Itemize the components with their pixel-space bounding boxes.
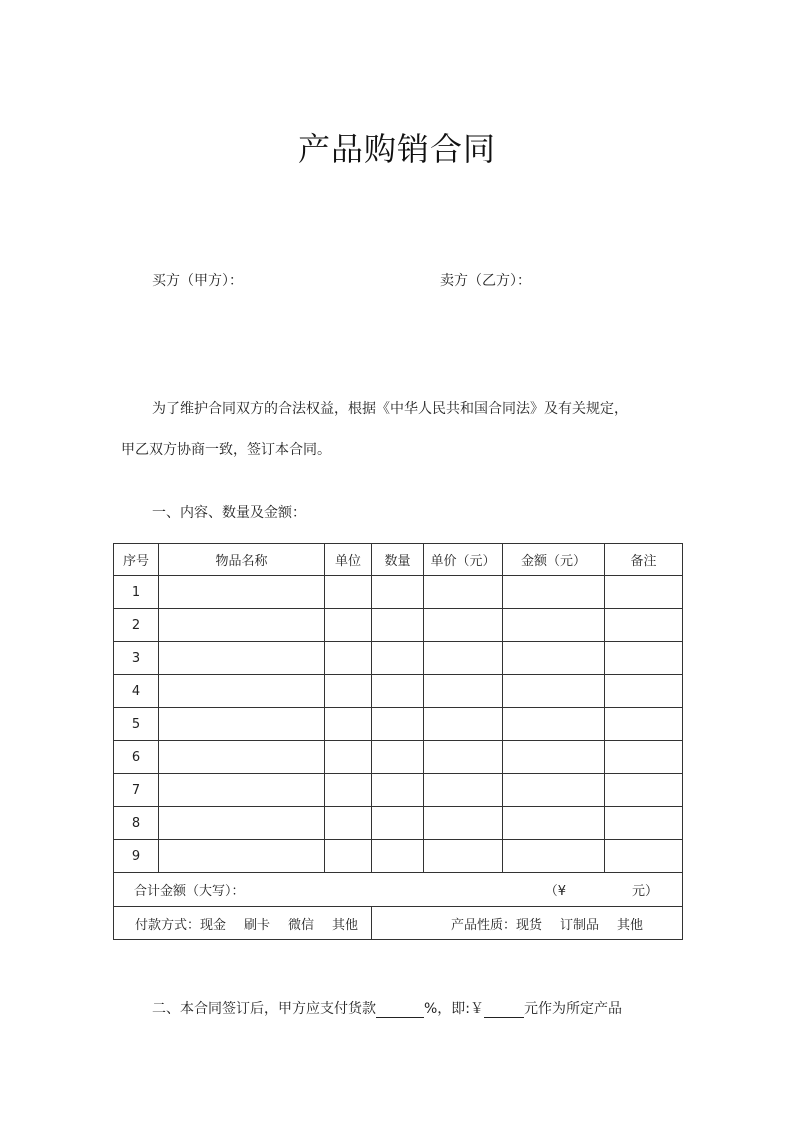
cell-unit-price [424,840,503,873]
payment-method-label: 付款方式： [134,917,200,933]
row-index: 9 [114,840,159,873]
cell-quantity [372,708,424,741]
cell-quantity [372,642,424,675]
cell-unit-price [424,609,503,642]
cell-unit-price [424,774,503,807]
cell-unit [325,675,372,708]
payment-option-card: 刷卡 [243,917,270,933]
total-currency-open: （¥ [544,884,566,899]
header-remarks: 备注 [605,544,683,576]
cell-item-name [159,642,325,675]
row-index: 2 [114,609,159,642]
cell-amount [503,609,605,642]
cell-quantity [372,576,424,609]
cell-item-name [159,741,325,774]
row-index: 1 [114,576,159,609]
intro-line-2: 甲乙双方协商一致，签订本合同。 [121,442,331,458]
cell-item-name [159,807,325,840]
section-1-heading: 一、内容、数量及金额： [152,505,306,521]
cell-unit-price [424,708,503,741]
cell-remarks [605,774,683,807]
header-unit: 单位 [325,544,372,576]
total-unit-close: 元） [631,884,658,899]
cell-remarks [605,642,683,675]
table-row [114,774,683,807]
cell-remarks [605,576,683,609]
cell-quantity [372,741,424,774]
header-amount: 金额（元） [503,544,605,576]
cell-unit-price [424,576,503,609]
section-2-text-b: %，即:￥ [424,1001,485,1017]
row-index: 5 [114,708,159,741]
product-nature-label: 产品性质： [450,917,516,933]
cell-quantity [372,774,424,807]
table-row [114,675,683,708]
section-2-text-c: 元作为所定产品 [524,1001,623,1017]
cell-amount [503,741,605,774]
payment-row [114,907,683,940]
table-header-row [114,544,683,576]
cell-amount [503,576,605,609]
cell-remarks [605,609,683,642]
product-option-stock: 现货 [515,917,542,933]
section-2-text-a: 二、本合同签订后，甲方应支付货款 [152,1001,376,1017]
seller-label: 卖方（乙方）： [440,273,531,289]
cell-unit-price [424,741,503,774]
payment-option-other: 其他 [332,917,359,933]
header-unit-price: 单价（元） [424,544,503,576]
buyer-label: 买方（甲方）： [152,273,243,289]
row-index: 4 [114,675,159,708]
cell-amount [503,840,605,873]
cell-amount [503,642,605,675]
payment-option-cash: 现金 [199,917,226,933]
product-option-other: 其他 [617,917,644,933]
product-option-custom: 订制品 [560,917,600,933]
cell-unit [325,642,372,675]
payment-method-cell [114,907,372,940]
row-index: 8 [114,807,159,840]
cell-amount [503,675,605,708]
intro-line-1: 为了维护合同双方的合法权益，根据《中华人民共和国合同法》及有关规定， [152,401,628,417]
cell-quantity [372,675,424,708]
total-row [114,873,683,907]
table-row [114,807,683,840]
cell-remarks [605,708,683,741]
cell-item-name [159,675,325,708]
total-amount-label: 合计金额（大写）： [134,884,245,899]
cell-unit-price [424,642,503,675]
cell-unit [325,741,372,774]
cell-item-name [159,840,325,873]
cell-unit [325,774,372,807]
table-row [114,741,683,774]
payment-option-wechat: 微信 [288,917,315,933]
table-row [114,642,683,675]
cell-unit [325,807,372,840]
cell-quantity [372,840,424,873]
cell-unit [325,840,372,873]
total-currency-group [545,880,658,899]
amount-blank [484,1001,524,1018]
cell-unit [325,609,372,642]
table-row [114,609,683,642]
goods-table [113,543,683,940]
cell-quantity [372,807,424,840]
cell-remarks [605,807,683,840]
percent-blank [376,1001,424,1018]
document-title: 产品购销合同 [297,130,496,168]
cell-amount [503,774,605,807]
section-2-clause [152,998,622,1018]
cell-remarks [605,840,683,873]
table-row [114,840,683,873]
cell-item-name [159,774,325,807]
total-cell [114,873,683,907]
cell-unit [325,708,372,741]
product-nature-cell [372,907,683,940]
row-index: 7 [114,774,159,807]
cell-remarks [605,741,683,774]
table-row [114,576,683,609]
row-index: 6 [114,741,159,774]
cell-amount [503,807,605,840]
header-item-name: 物品名称 [159,544,325,576]
cell-item-name [159,609,325,642]
cell-unit-price [424,807,503,840]
cell-item-name [159,576,325,609]
cell-unit [325,576,372,609]
cell-remarks [605,675,683,708]
header-quantity: 数量 [372,544,424,576]
cell-quantity [372,609,424,642]
header-index: 序号 [114,544,159,576]
table-row [114,708,683,741]
cell-unit-price [424,675,503,708]
row-index: 3 [114,642,159,675]
cell-amount [503,708,605,741]
cell-item-name [159,708,325,741]
